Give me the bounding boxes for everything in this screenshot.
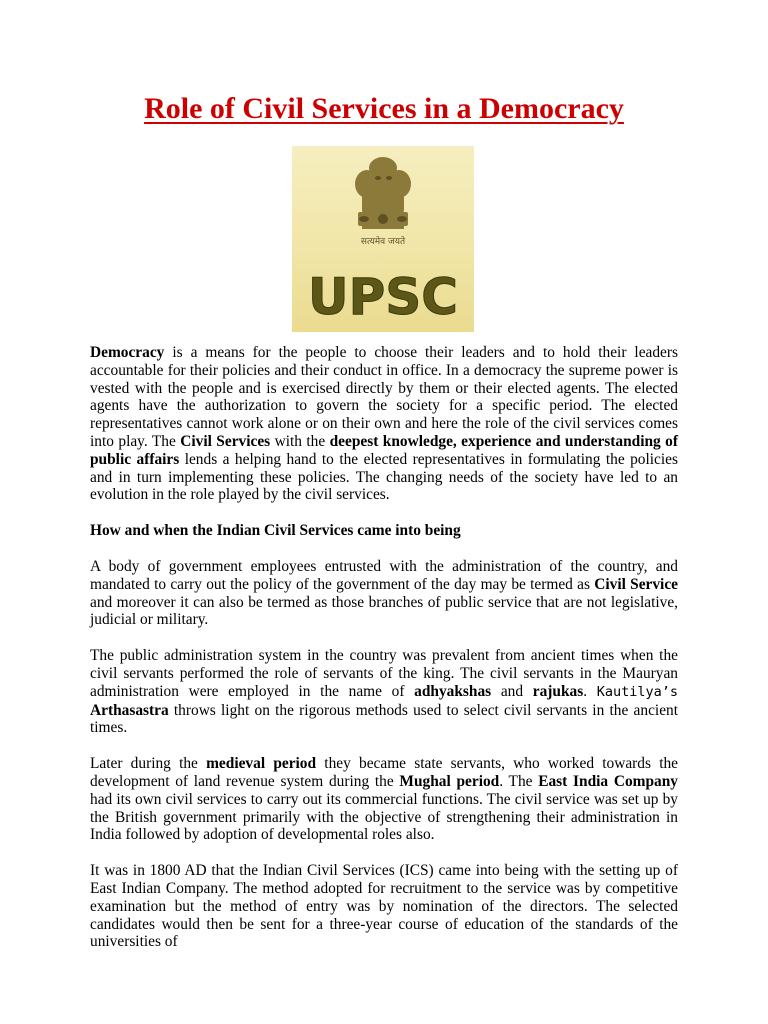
- term-rajukas: rajukas: [532, 682, 584, 700]
- term-kautilya: Kautilya’s: [596, 683, 679, 700]
- emblem-motto: सत्यमेव जयते: [360, 237, 406, 247]
- term-democracy: Democracy: [90, 344, 165, 361]
- paragraph-ics: It was in 1800 AD that the Indian Civil Services (ICS) came into being with the setting up of East Indian Company. The method adopted for recruitment to the service was by competitive examination but the method of entry was by nomination of the directors. The selected candidates would then be sent for a three-year course of education of the standards of the universities of: [90, 862, 678, 951]
- document-body: [90, 344, 678, 969]
- term-civil-services: Civil Services: [180, 432, 271, 450]
- upsc-wordmark: UPSC: [308, 268, 458, 326]
- term-knowledge: deepest knowledge, experience and understanding of public affairs: [90, 432, 678, 468]
- term-mughal-period: Mughal period: [399, 772, 500, 790]
- term-arthasastra: Arthasastra: [90, 701, 169, 719]
- paragraph-definition: A body of government employees entrusted with the administration of the country, and mandated to carry out the policy of the government of the day may be termed as Civil Service and moreover it can also be termed as those branches of public service that are not legislative, judicial or military.: [90, 557, 678, 629]
- term-east-india-company: East India Company: [538, 772, 678, 790]
- paragraph-medieval: Later during the medieval period they became state servants, who worked towards the development of land revenue system during the Mughal period. The East India Company had its own civil services to carry out its commercial functions. The civil service was set up by the British government primarily with the objective of strengthening their administration in India followed by adoption of developmental roles also.: [90, 755, 678, 844]
- ashoka-emblem-icon: [292, 146, 474, 332]
- paragraph-ancient: The public administration system in the country was prevalent from ancient times when the civil servants performed the role of servants of the king. The civil servants in the Mauryan administration were employed in the name of adhyakshas and rajukas. Kautilya’s Arthasastra throws light on the rigorous methods used to select civil servants in the ancient times.: [90, 647, 679, 737]
- term-medieval-period: medieval period: [206, 755, 317, 773]
- term-civil-service: Civil Service: [594, 575, 678, 593]
- section-heading: How and when the Indian Civil Services came into being: [90, 522, 461, 540]
- paragraph-democracy: Democracy is a means for the people to choose their leaders and to hold their leaders accountable for their policies and their conduct in office. In a democracy the supreme power is vested with the people and is exercised directly by them or their elected agents. The elected agents have the authorization to govern the society for a specific period. The elected representatives cannot work alone or on their own and here the role of the civil services comes into play. The Civil Services with the deepest knowledge, experience and understanding of public affairs lends a helping hand to the elected representatives in formulating the policies and in turn implementing these policies. The changing needs of the society have led to an evolution in the role played by the civil services.: [90, 344, 678, 504]
- upsc-logo: [292, 146, 474, 332]
- term-adhyakshas: adhyakshas: [414, 682, 492, 700]
- page-title: Role of Civil Services in a Democracy: [144, 92, 624, 125]
